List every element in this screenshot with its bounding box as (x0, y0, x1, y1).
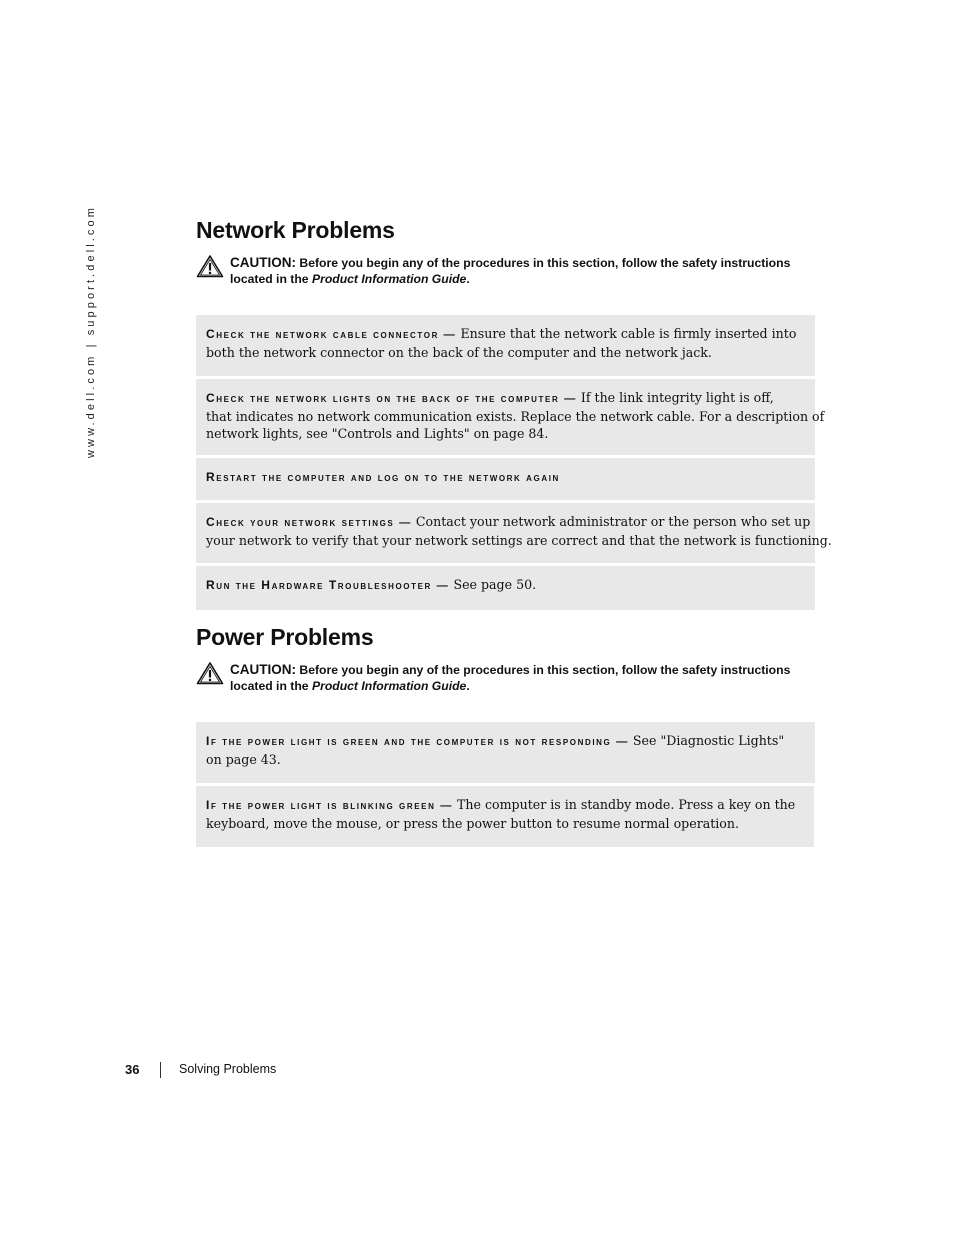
caution-label: CAUTION: (230, 662, 296, 677)
network-item-lights (196, 379, 825, 455)
item-text: Contact your network administrator or the person who set up (415, 514, 811, 529)
guide-title: Product Information Guide (311, 272, 467, 286)
power-item-blinking (196, 786, 814, 847)
caution-period: . (466, 272, 470, 286)
item-text: See "Diagnostic Lights" (632, 733, 785, 748)
item-lead: Restart the computer and log on to the network again (206, 470, 560, 484)
item-lead: Check the network cable connector — (206, 327, 457, 341)
item-text: The computer is in standby mode. Press a key on the (457, 797, 796, 812)
item-text: your network to verify that your network settings are correct and that the network is functioning. (206, 533, 832, 548)
caution-text: Before you begin any of the procedures in this section, follow the safety instructions (299, 256, 791, 270)
sidebar-url: www.dell.com | support.dell.com (85, 204, 97, 458)
item-lead: If the power light is blinking green — (206, 798, 453, 812)
footer-divider (160, 1062, 161, 1078)
network-title: Network Problems (196, 217, 395, 243)
caution-text: Before you begin any of the procedures in this section, follow the safety instructions (299, 663, 791, 677)
warning-icon (196, 254, 224, 278)
item-lead: Check your network settings — (206, 515, 412, 529)
item-text: If the link integrity light is off, (580, 390, 774, 405)
network-item-cable (196, 315, 815, 376)
item-text: that indicates no network communication exists. Replace the network cable. For a description of (206, 409, 825, 424)
warning-icon (196, 661, 224, 685)
caution-text-2: located in the (230, 679, 312, 693)
item-text: keyboard, move the mouse, or press the power button to resume normal operation. (206, 816, 740, 831)
item-text: on page 43. (206, 752, 281, 767)
item-text: network lights, see "Controls and Lights" on page 84. (206, 426, 549, 441)
power-title: Power Problems (196, 624, 374, 650)
network-item-troubleshooter (196, 566, 815, 610)
item-text: See page 50. (453, 577, 537, 592)
item-lead: Run the Hardware Troubleshooter — (206, 578, 450, 592)
footer-section-title: Solving Problems (179, 1062, 277, 1076)
item-text: both the network connector on the back of the computer and the network jack. (206, 345, 712, 360)
caution-text-2: located in the (230, 272, 312, 286)
power-item-not-responding (196, 722, 815, 783)
guide-title: Product Information Guide (311, 679, 467, 693)
item-lead: If the power light is green and the computer is not responding — (206, 734, 629, 748)
network-item-settings (196, 503, 832, 563)
item-text: Ensure that the network cable is firmly inserted into (460, 326, 797, 341)
item-lead: Check the network lights on the back of the computer — (206, 391, 577, 405)
page-number: 36 (125, 1062, 140, 1077)
network-item-restart (196, 458, 815, 500)
caution-label: CAUTION: (230, 255, 296, 270)
caution-period: . (466, 679, 470, 693)
